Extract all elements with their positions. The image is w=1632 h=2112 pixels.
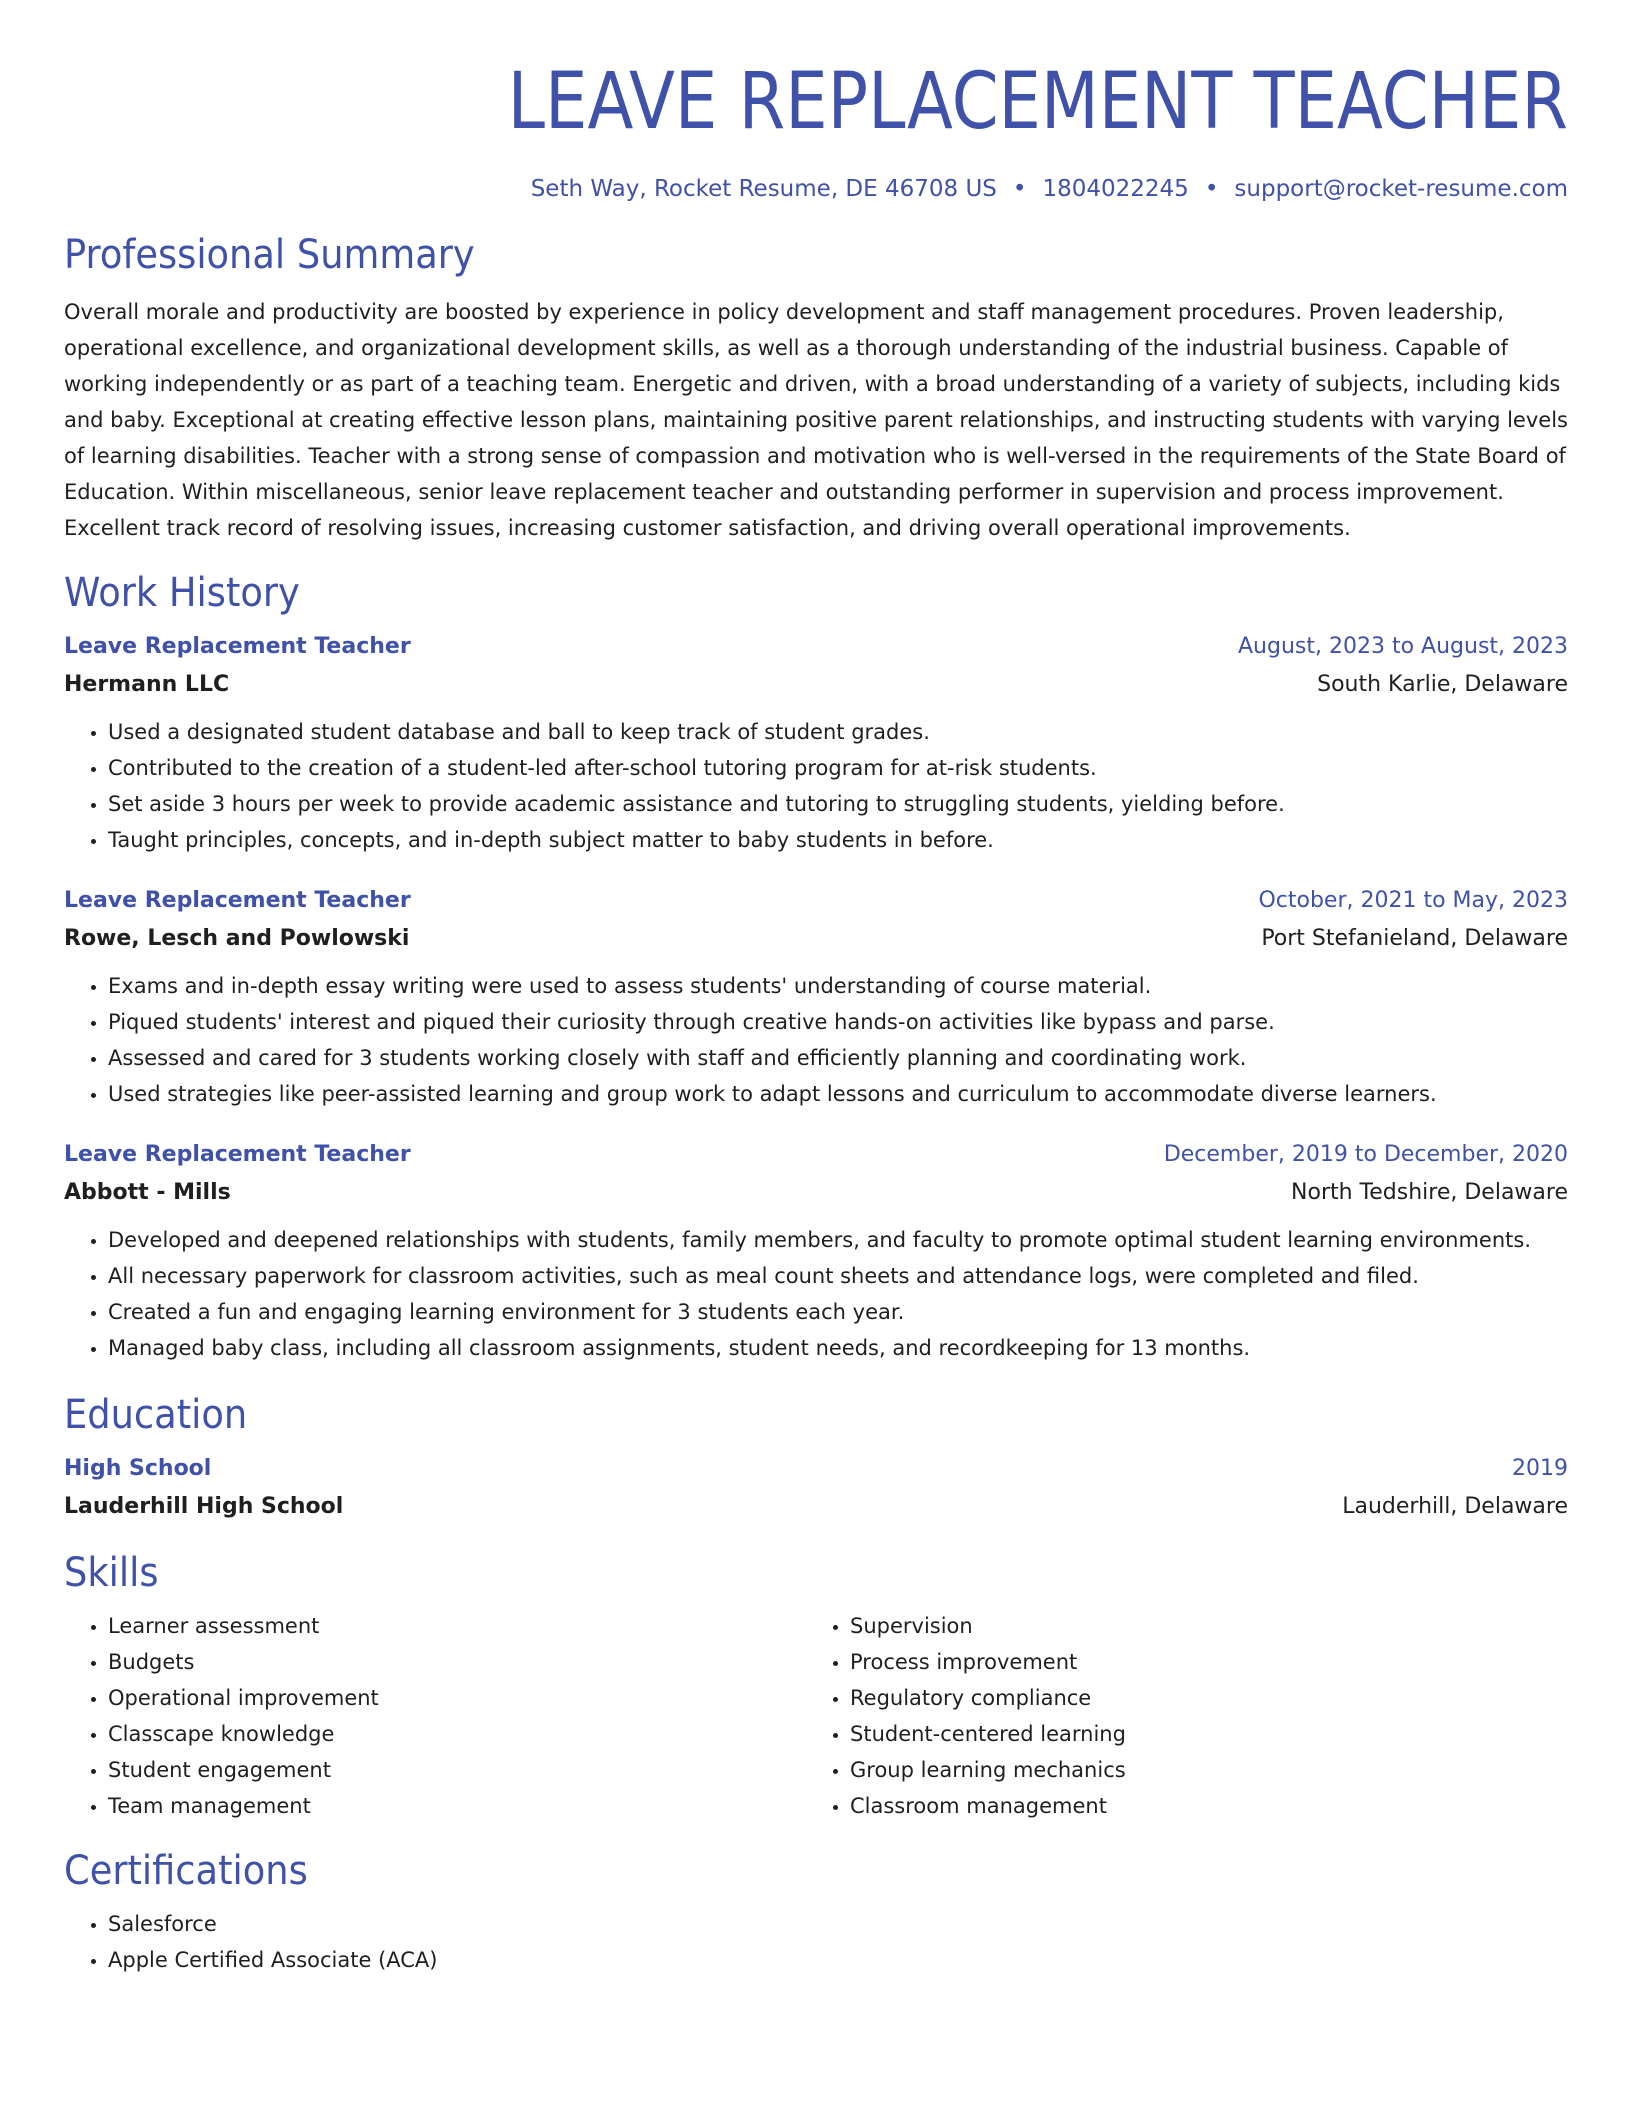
skills-section bbox=[64, 1548, 1568, 1824]
list-item: • Operational improvement bbox=[108, 1680, 806, 1716]
candidate-title: LEAVE REPLACEMENT TEACHER bbox=[507, 57, 1568, 147]
job-company: Rowe, Lesch and Powlowski bbox=[64, 926, 410, 951]
job-title: Leave Replacement Teacher bbox=[64, 888, 411, 913]
list-item: • Student engagement bbox=[108, 1752, 806, 1788]
education-heading: Education bbox=[64, 1392, 248, 1438]
job-bullets bbox=[64, 968, 1568, 1112]
list-item: • Assessed and cared for 3 students working closely with staff and efficiently planning and coordinating work. bbox=[108, 1040, 1568, 1076]
education-degree: High School bbox=[64, 1456, 212, 1481]
job-dates: December, 2019 to December, 2020 bbox=[1163, 1142, 1568, 1167]
skills-list-left bbox=[64, 1608, 806, 1824]
job-title: Leave Replacement Teacher bbox=[64, 1142, 411, 1167]
job-location: North Tedshire, Delaware bbox=[1291, 1180, 1568, 1205]
job-company: Abbott - Mills bbox=[64, 1180, 231, 1205]
job-entry bbox=[64, 1136, 1568, 1366]
skills-heading: Skills bbox=[64, 1550, 159, 1596]
work-history-heading: Work History bbox=[64, 570, 300, 616]
contact-line bbox=[64, 174, 1568, 204]
skills-column-left bbox=[64, 1608, 806, 1824]
job-location: Port Stefanieland, Delaware bbox=[1261, 926, 1568, 951]
job-entry bbox=[64, 628, 1568, 858]
job-dates: August, 2023 to August, 2023 bbox=[1238, 634, 1568, 659]
list-item: • Created a fun and engaging learning environment for 3 students each year. bbox=[108, 1294, 1568, 1330]
skills-list-right bbox=[806, 1608, 1548, 1824]
certifications-list bbox=[64, 1906, 1568, 1978]
list-item: • Group learning mechanics bbox=[850, 1752, 1548, 1788]
list-item: • Contributed to the creation of a student-led after-school tutoring program for at-risk students. bbox=[108, 750, 1568, 786]
summary-text: Overall morale and productivity are boosted by experience in policy development and staff management procedures. Proven leadership, operational excellence, and organizational development skills, as well as a thorough understanding of the industrial business. Capable of working independently or as part of a teaching team. Energetic and driven, with a broad understanding of a variety of subjects, including kids and baby. Exceptional at creating effective lesson plans, maintaining positive parent relationships, and instructing students with varying levels of learning disabilities. Teacher with a strong sense of compassion and motivation who is well-versed in the requirements of the State Board of Education. Within miscellaneous, senior leave replacement teacher and outstanding performer in supervision and process improvement. Excellent track record of resolving issues, increasing customer satisfaction, and driving overall operational improvements. bbox=[64, 300, 1568, 540]
list-item: • Taught principles, concepts, and in-depth subject matter to baby students in before. bbox=[108, 822, 1568, 858]
job-company: Hermann LLC bbox=[64, 672, 230, 697]
skills-column-right bbox=[806, 1608, 1548, 1824]
contact-address: Seth Way, Rocket Resume, DE 46708 US bbox=[530, 176, 997, 202]
list-item: • Budgets bbox=[108, 1644, 806, 1680]
list-item: • All necessary paperwork for classroom activities, such as meal count sheets and attendance logs, were completed and filed. bbox=[108, 1258, 1568, 1294]
contact-separator: • bbox=[1012, 176, 1027, 202]
list-item: • Classcape knowledge bbox=[108, 1716, 806, 1752]
list-item: • Set aside 3 hours per week to provide academic assistance and tutoring to struggling students, yielding before. bbox=[108, 786, 1568, 822]
certifications-heading: Certifications bbox=[64, 1848, 308, 1894]
list-item: • Regulatory compliance bbox=[850, 1680, 1548, 1716]
list-item: • Exams and in-depth essay writing were used to assess students' understanding of course material. bbox=[108, 968, 1568, 1004]
education-school: Lauderhill High School bbox=[64, 1494, 344, 1519]
work-history-section bbox=[64, 568, 1568, 1366]
resume-header bbox=[64, 52, 1568, 204]
skills-grid bbox=[64, 1608, 1568, 1824]
list-item: • Student-centered learning bbox=[850, 1716, 1548, 1752]
list-item: • Supervision bbox=[850, 1608, 1548, 1644]
list-item: • Classroom management bbox=[850, 1788, 1548, 1824]
job-bullets bbox=[64, 1222, 1568, 1366]
list-item: • Salesforce bbox=[108, 1906, 1568, 1942]
contact-phone: 1804022245 bbox=[1042, 176, 1189, 202]
job-location: South Karlie, Delaware bbox=[1317, 672, 1568, 697]
list-item: • Learner assessment bbox=[108, 1608, 806, 1644]
list-item: • Team management bbox=[108, 1788, 806, 1824]
contact-email[interactable]: support@rocket-resume.com bbox=[1234, 176, 1568, 202]
certifications-section bbox=[64, 1846, 1568, 1978]
list-item: • Process improvement bbox=[850, 1644, 1548, 1680]
contact-separator: • bbox=[1204, 176, 1219, 202]
summary-section bbox=[64, 230, 1568, 546]
job-bullets bbox=[64, 714, 1568, 858]
list-item: • Piqued students' interest and piqued their curiosity through creative hands-on activities like bypass and parse. bbox=[108, 1004, 1568, 1040]
list-item: • Developed and deepened relationships with students, family members, and faculty to promote optimal student learning environments. bbox=[108, 1222, 1568, 1258]
list-item: • Managed baby class, including all classroom assignments, student needs, and recordkeeping for 13 months. bbox=[108, 1330, 1568, 1366]
education-year: 2019 bbox=[1512, 1456, 1568, 1481]
summary-heading: Professional Summary bbox=[64, 232, 475, 278]
job-title: Leave Replacement Teacher bbox=[64, 634, 411, 659]
job-entry bbox=[64, 882, 1568, 1112]
job-dates: October, 2021 to May, 2023 bbox=[1258, 888, 1568, 913]
list-item: • Used strategies like peer-assisted learning and group work to adapt lessons and curriculum to accommodate diverse learners. bbox=[108, 1076, 1568, 1112]
list-item: • Apple Certified Associate (ACA) bbox=[108, 1942, 1568, 1978]
education-section bbox=[64, 1390, 1568, 1526]
list-item: • Used a designated student database and ball to keep track of student grades. bbox=[108, 714, 1568, 750]
education-location: Lauderhill, Delaware bbox=[1342, 1494, 1568, 1519]
